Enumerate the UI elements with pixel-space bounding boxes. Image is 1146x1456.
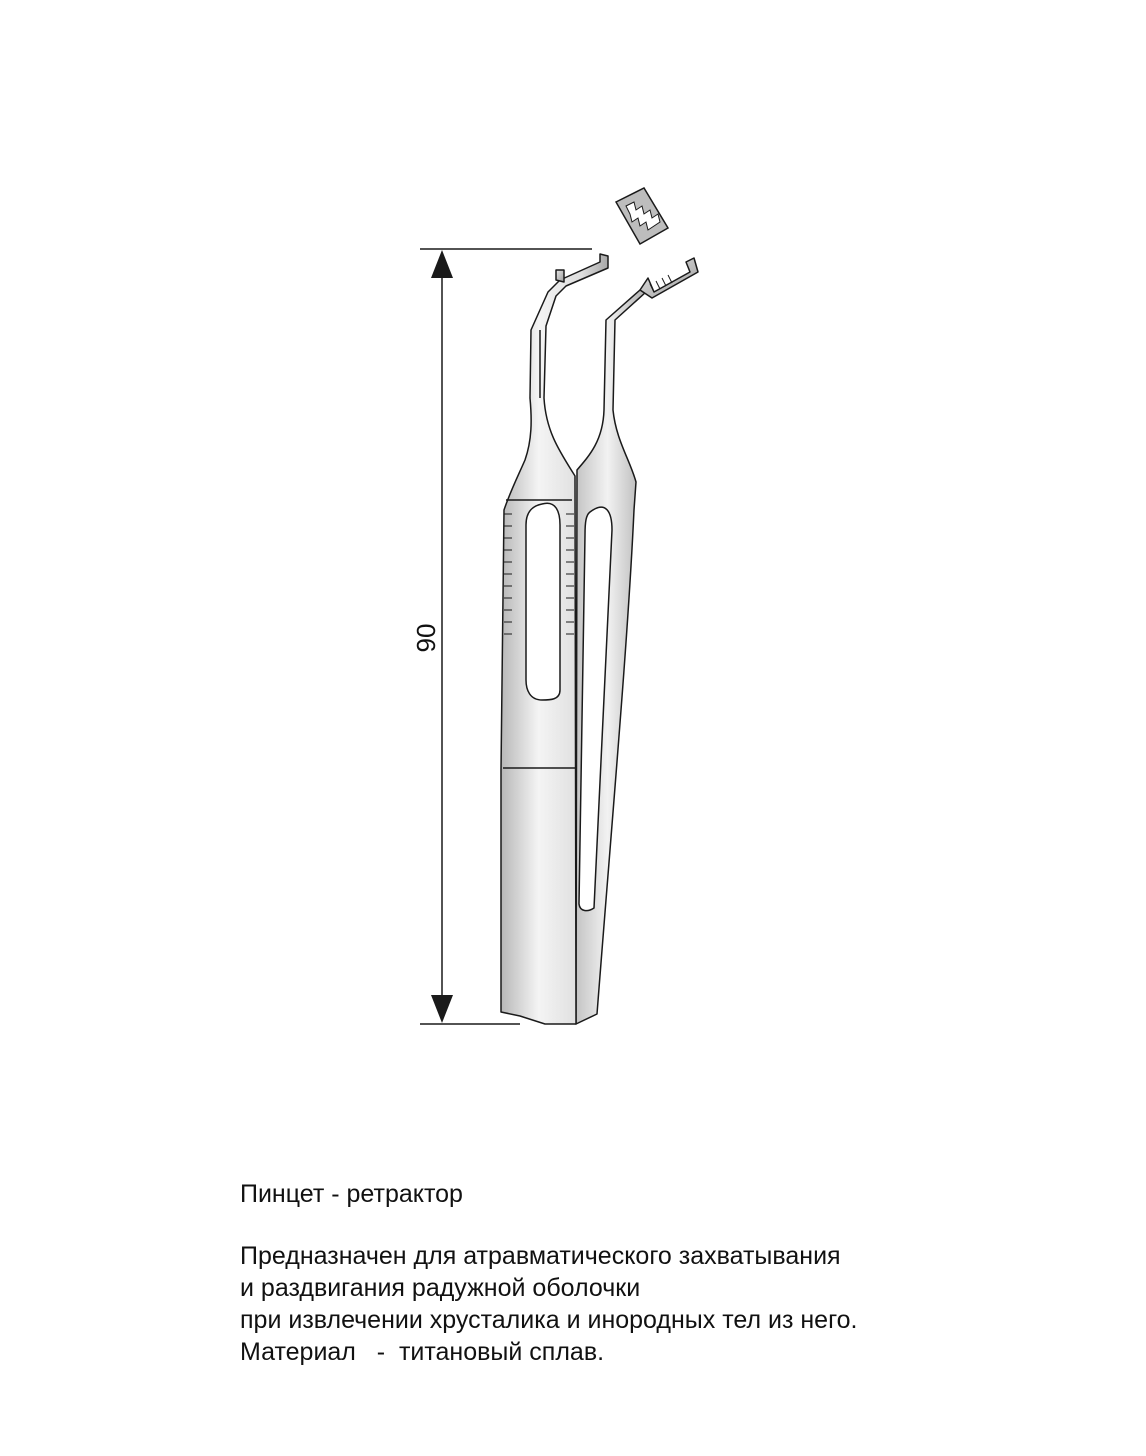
dimension-label: 90: [411, 623, 441, 653]
caption-line-3: при извлечении хрусталика и инородных тел из него.: [240, 1306, 858, 1334]
dimension-arrow-top: [431, 250, 453, 278]
left-jaw-slot: [526, 503, 560, 700]
forceps-right-jaw: [576, 258, 698, 1024]
caption-line-1: Предназначен для атравматического захватывания: [240, 1242, 841, 1270]
caption-line-2: и раздвигания радужной оболочки: [240, 1274, 641, 1302]
serration-detail-icon: [616, 188, 668, 244]
caption: [240, 1178, 1100, 1368]
dimension-arrow-bottom: [431, 995, 453, 1023]
left-jaw-hook: [556, 270, 564, 282]
caption-line-4: Материал - титановый сплав.: [240, 1338, 605, 1366]
caption-title: Пинцет - ретрактор: [240, 1180, 463, 1208]
